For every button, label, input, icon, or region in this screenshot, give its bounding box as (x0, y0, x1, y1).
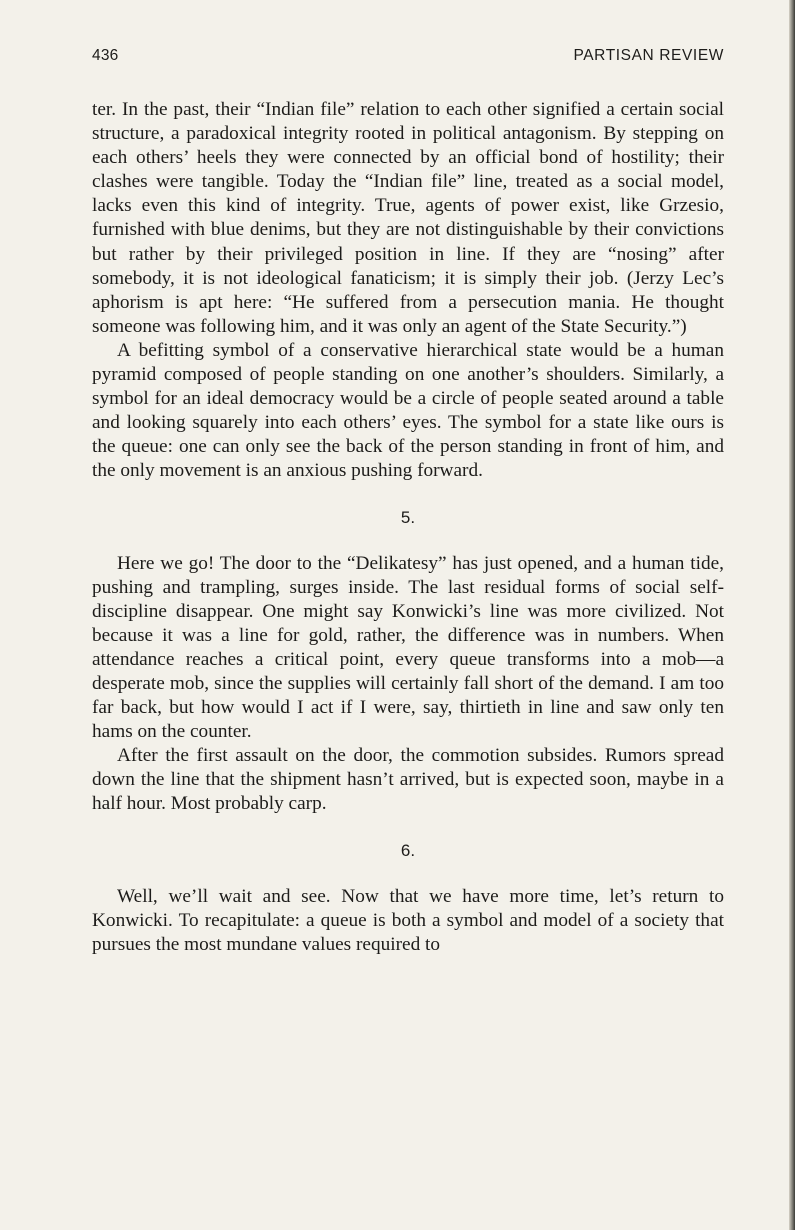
paragraph-after-assault: After the first assault on the door, the commotion subsides. Rumors spread down the line that the shipment hasn’t arrived, but is expected soon, maybe in a half hour. Most probably carp. (92, 745, 724, 815)
paragraph-continued: ter. In the past, their “Indian file” relation to each other signified a certain social structure, a paradoxical integrity rooted in political antagonism. By stepping on each others’ heels they were connected by an official bond of hostility; their clashes were tangible. Today the “Indian file” line, treated as a social model, lacks even this kind of integrity. True, agents of power exist, like Grzesio, furnished with blue denims, but they are not distinguishable by their convictions but rather by their privileged position in line. If they are “nosing” after somebody, it is not ideological fanaticism; it is simply their job. (Jerzy Lec’s aphorism is apt here: “He suffered from a persecution mania. He thought someone was following him, and it was only an agent of the State Security.”) (92, 99, 724, 337)
body-text (92, 98, 724, 957)
page-edge-shadow (789, 0, 795, 1230)
page-number: 436 (92, 47, 119, 64)
paragraph-symbol: A befitting symbol of a conservative hierarchical state would be a human pyramid composed of people standing on one another’s shoulders. Similarly, a symbol for an ideal democracy would be a circle of people seated around a table and looking squarely into each others’ eyes. The symbol for a state like ours is the queue: one can only see the back of the person standing in front of him, and the only movement is an anxious pushing forward. (92, 339, 724, 482)
paragraph-here-we-go: Here we go! The door to the “Delikatesy” has just opened, and a human tide, pushing and trampling, surges inside. The last residual forms of social self-discipline disappear. One might say Konwicki’s line was more civilized. Not because it was a line for gold, rather, the difference was in numbers. When attendance reaches a critical point, every queue transforms into a mob—a desperate mob, since the supplies will certainly fall short of the demand. I am too far back, but how would I act if I were, say, thirtieth in line and saw only ten hams on the counter. (92, 552, 724, 743)
section-number-6: 6. (400, 840, 416, 860)
running-head (92, 47, 724, 71)
journal-title: PARTISAN REVIEW (573, 47, 724, 64)
section-number-5: 5. (400, 507, 416, 527)
paragraph-wait-and-see: Well, we’ll wait and see. Now that we have more time, let’s return to Konwicki. To recapitulate: a queue is both a symbol and model of a society that pursues the most mundane values required to (92, 885, 724, 955)
